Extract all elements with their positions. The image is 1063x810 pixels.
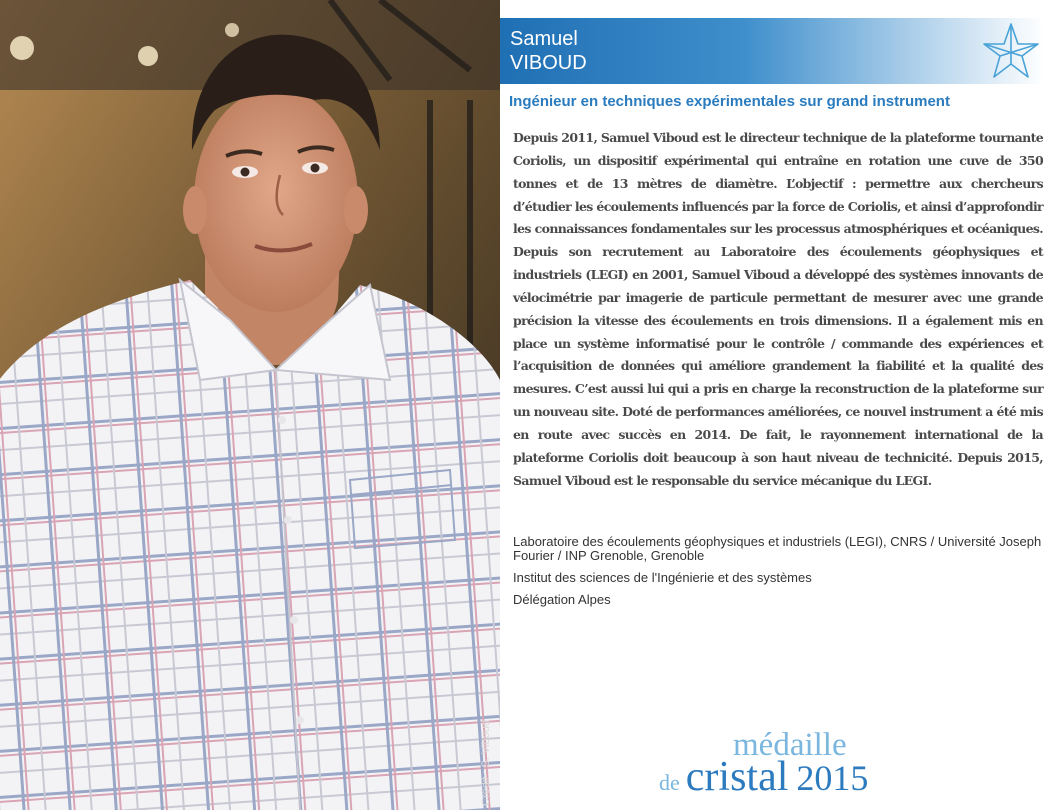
affiliation-institute: Institut des sciences de l'Ingénierie et des systèmes bbox=[513, 570, 812, 585]
medal-de: de bbox=[659, 770, 680, 795]
medal-title-line: médaille bbox=[733, 727, 847, 763]
portrait-photo bbox=[0, 0, 500, 810]
job-title: Ingénieur en techniques expérimentales sur grand instrument bbox=[509, 93, 950, 110]
photo-credit: Crédit : S. Viboud bbox=[480, 719, 492, 806]
medal-name-line bbox=[659, 755, 868, 808]
last-name: VIBOUD bbox=[510, 52, 587, 74]
affiliation-laboratory: Laboratoire des écoulements géophysiques et industriels (LEGI), CNRS / Université Joseph Fourier / INP Grenoble, Grenoble bbox=[513, 534, 1042, 563]
medal-year: 2015 bbox=[796, 758, 869, 798]
biography-text: Depuis 2011, Samuel Viboud est le directeur technique de la plateforme tournante Coriolis, un dispositif expérimental qui entraîne en rotation une cuve de 350 tonnes et de 13 mètres de diamètre. L’objectif : permettre aux chercheurs d’étudier les écoulements influencés par la force de Coriolis, et ainsi d’approfondir les connaissances fondamentales sur les processus atmosphériques et océaniques. Depuis son recrutement au Laboratoire des écoulements géophysiques et industriels (LEGI) en 2001, Samuel Viboud a développé des systèmes innovants de vélocimétrie par imagerie de particule permettant de mesurer avec une grande précision la vitesse des écoulements en trois dimensions. Il a également mis en place un système informatisé pour le contrôle / commande des expériences et l’acquisition de données qui améliore grandement la fiabilité et la qualité des mesures. C’est aussi lui qui a pris en charge la reconstruction de la plateforme sur un nouveau site. Doté de performances améliorées, ce nouvel instrument a été mis en route avec succès en 2014. De fait, le rayonnement international de la plateforme Coriolis doit beaucoup à son haut niveau de technicité. Depuis 2015, Samuel Viboud est le responsable du service mécanique du LEGI. bbox=[513, 130, 1043, 488]
cnrs-crystal-star-icon bbox=[980, 20, 1042, 82]
name-header bbox=[500, 18, 1044, 84]
affiliation-delegation: Délégation Alpes bbox=[513, 592, 611, 607]
medal-cristal: cristal bbox=[685, 754, 789, 800]
first-name: Samuel bbox=[510, 28, 578, 50]
